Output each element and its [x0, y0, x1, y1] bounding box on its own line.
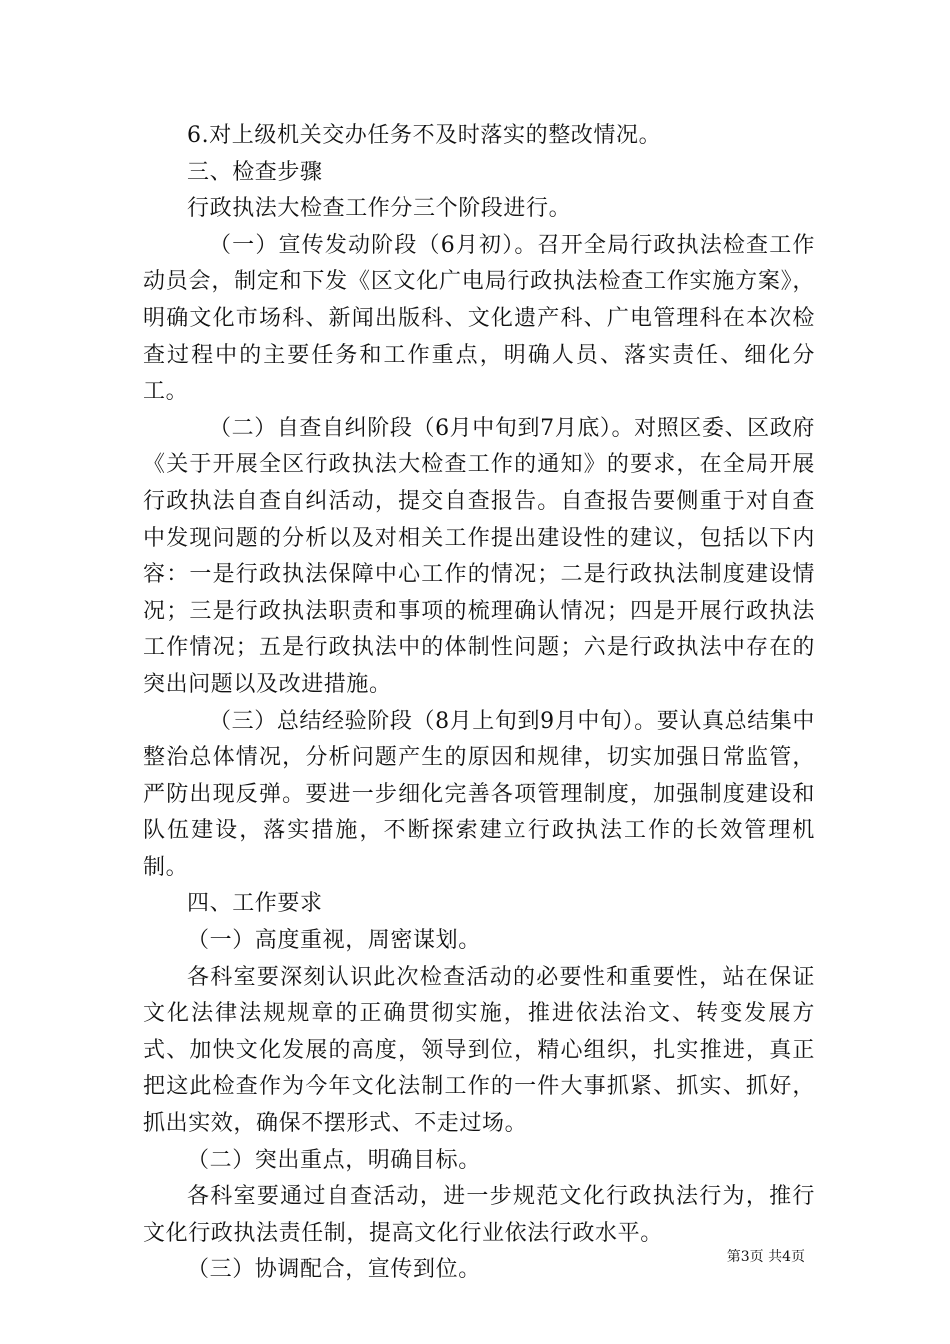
paragraph-stage-self-inspection: （二）自查自纠阶段（6月中旬到7月底）。对照区委、区政府《关于开展全区行政执法大检查工作的通知》的要求，在全局开展行政执法自查自纠活动，提交自查报告。自查报告要侧重于对自查中发现问题的分析以及对相关工作提出建设性的建议，包括以下内容：一是行政执法保障中心工作的情况；二是行政执法制度建设情况；三是行政执法职责和事项的梳理确认情况；四是开展行政执法工作情况；五是行政执法中的体制性问题；六是行政执法中存在的突出问题以及改进措施。 — [143, 415, 815, 697]
page-number-footer: 第3页 共4页 — [726, 1249, 805, 1265]
paragraph-attach-importance: 各科室要深刻认识此次检查活动的必要性和重要性，站在保证文化法律法规规章的正确贯彻实施，推进依法治文、转变发展方式、加快文化发展的高度，领导到位，精心组织，扎实推进，真正把这此检查作为今年文化法制工作的一件大事抓紧、抓实、抓好，抓出实效，确保不摆形式、不走过场。 — [143, 964, 815, 1137]
heading-work-requirements: 四、工作要求 — [187, 891, 323, 917]
subheading-highlight-focus: （二）突出重点，明确目标。 — [187, 1147, 481, 1173]
paragraph-rectification-item-6: 6.对上级机关交办任务不及时落实的整改情况。 — [187, 123, 662, 148]
paragraph-three-stages: 行政执法大检查工作分三个阶段进行。 — [187, 196, 572, 222]
subheading-coordinate-publicize: （三）协调配合，宣传到位。 — [187, 1257, 481, 1283]
paragraph-highlight-focus: 各科室要通过自查活动，进一步规范文化行政执法行为，推行文化行政执法责任制，提高文化行业依法行政水平。 — [143, 1184, 815, 1246]
paragraph-stage-summary: （三）总结经验阶段（8月上旬到9月中旬）。要认真总结集中整治总体情况，分析问题产生的原因和规律，切实加强日常监管，严防出现反弹。要进一步细化完善各项管理制度，加强制度建设和队伍建设，落实措施，不断探索建立行政执法工作的长效管理机制。 — [143, 708, 815, 880]
document-body — [143, 118, 815, 1289]
paragraph-stage-publicity: （一）宣传发动阶段（6月初）。召开全局行政执法检查工作动员会，制定和下发《区文化广电局行政执法检查工作实施方案》，明确文化市场科、新闻出版科、文化遗产科、广电管理科在本次检查过程中的主要任务和工作重点，明确人员、落实责任、细化分工。 — [143, 232, 815, 405]
subheading-attach-importance: （一）高度重视，周密谋划。 — [187, 928, 481, 954]
heading-inspection-steps: 三、检查步骤 — [187, 159, 323, 185]
